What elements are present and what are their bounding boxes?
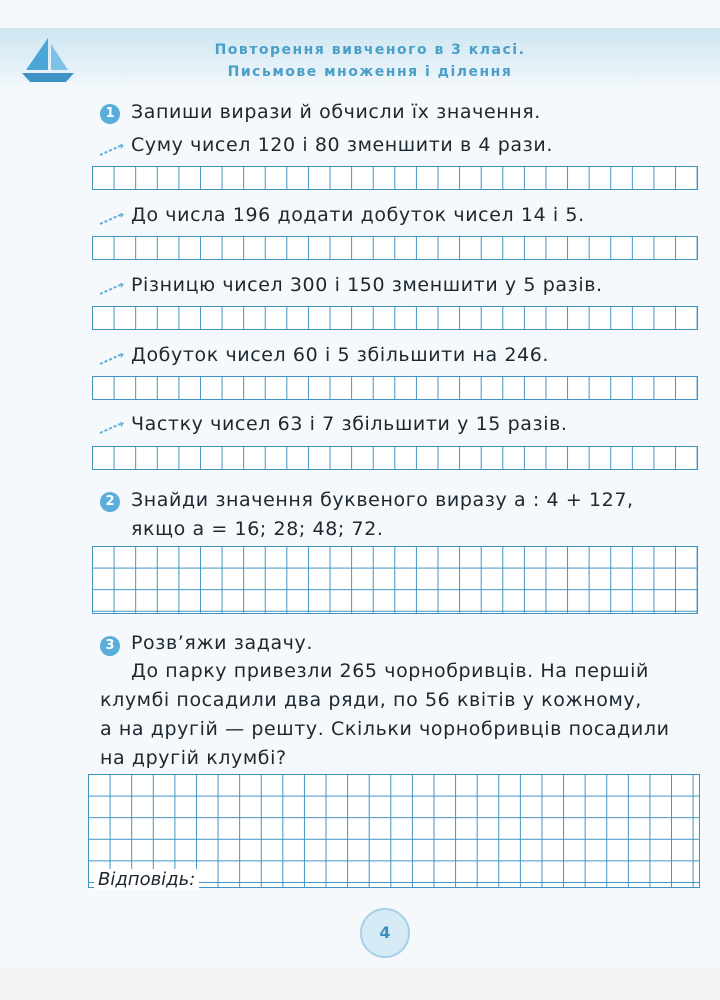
task2-line1: Знайди значення буквеного виразу а : 4 + 127,	[131, 489, 634, 511]
header-title-line2: Письмове множення і ділення	[227, 64, 513, 80]
task3-problem-line-1: До парку привезли 265 чорнобривців. На першій	[131, 660, 649, 682]
answer-grid-row-2[interactable]	[92, 236, 698, 260]
pencil-icon	[98, 282, 124, 296]
task1-item-1: Суму чисел 120 і 80 зменшити в 4 рази.	[131, 134, 553, 156]
pencil-icon	[98, 352, 124, 366]
bottom-margin	[0, 968, 720, 1000]
answer-label: Відповідь:	[94, 869, 199, 890]
answer-grid-row-4[interactable]	[92, 376, 698, 400]
sailboat-icon	[18, 36, 78, 86]
header-band	[0, 28, 720, 90]
task1-item-3: Різницю чисел 300 і 150 зменшити у 5 разів.	[131, 274, 603, 296]
answer-grid-row-5[interactable]	[92, 446, 698, 470]
task3-problem-line-4: на другій клумбі?	[100, 747, 287, 769]
task1-instruction: Запиши вирази й обчисли їх значення.	[131, 101, 541, 123]
task3-number-badge: 3	[100, 636, 120, 656]
task2-answer-grid[interactable]	[92, 546, 698, 614]
task3-problem-line-3: а на другій — решту. Скільки чорнобривців посадили	[100, 718, 670, 740]
task2-number-badge: 2	[100, 492, 120, 512]
task3-title: Розв’яжи задачу.	[131, 632, 313, 654]
pencil-icon	[98, 143, 124, 157]
task3-problem-line-2: клумбі посадили два ряди, по 56 квітів у кожному,	[100, 689, 642, 711]
task1-item-2: До числа 196 додати добуток чисел 14 і 5.	[131, 204, 585, 226]
task1-item-5: Частку чисел 63 і 7 збільшити у 15 разів.	[131, 413, 568, 435]
answer-grid-row-3[interactable]	[92, 306, 698, 330]
task1-item-4: Добуток чисел 60 і 5 збільшити на 246.	[131, 344, 550, 366]
pencil-icon	[98, 212, 124, 226]
header-title-line1: Повторення вивченого в 3 класі.	[214, 42, 526, 58]
pencil-icon	[98, 421, 124, 435]
page-number: 4	[360, 908, 410, 958]
task2-line2: якщо а = 16; 28; 48; 72.	[131, 518, 384, 540]
task1-number-badge: 1	[100, 104, 120, 124]
answer-grid-row-1[interactable]	[92, 166, 698, 190]
